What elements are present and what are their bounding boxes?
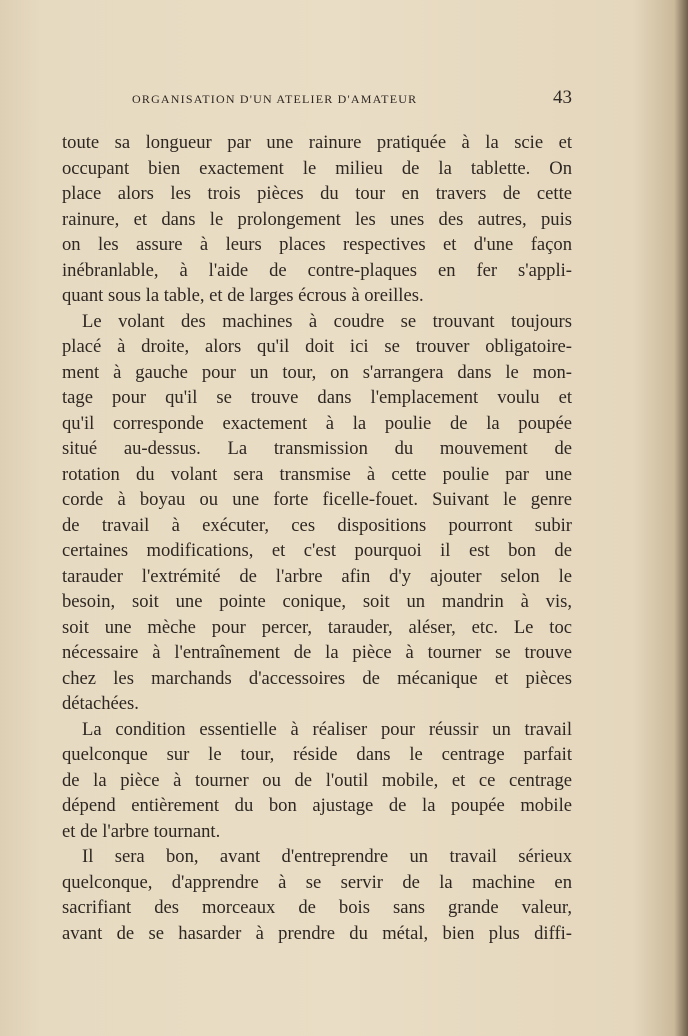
text-line: quelconque sur le tour, réside dans le centrage parfait xyxy=(62,744,572,765)
text-line: sacrifiant des morceaux de bois sans grande valeur, xyxy=(62,897,572,918)
text-line: quelconque, d'apprendre à se servir de la machine en xyxy=(62,871,572,893)
text-line: occupant bien exactement le milieu de la tablette. On xyxy=(62,157,572,179)
page-header xyxy=(62,87,572,112)
text-line: tage pour qu'il se trouve dans l'emplacement voulu et xyxy=(62,387,572,408)
text-line: besoin, soit une pointe conique, soit un mandrin à vis, xyxy=(62,591,572,612)
text-line: soit une mèche pour percer, tarauder, aléser, etc. Le toc xyxy=(62,616,572,638)
page-number: 43 xyxy=(553,87,572,108)
text-line: dépend entièrement du bon ajustage de la poupée mobile xyxy=(62,795,572,816)
text-line: corde à boyau ou une forte ficelle-fouet. Suivant le genre xyxy=(62,489,572,510)
text-line: toute sa longueur par une rainure pratiquée à la scie et xyxy=(62,132,572,153)
text-line: quant sous la table, et de larges écrous à oreilles. xyxy=(62,285,424,306)
text-line: qu'il corresponde exactement à la poulie de la poupée xyxy=(62,412,572,434)
body-text xyxy=(62,130,572,946)
text-line: détachées. xyxy=(62,693,139,714)
text-line: de la pièce à tourner ou de l'outil mobile, et ce centrage xyxy=(62,769,572,791)
text-line: inébranlable, à l'aide de contre-plaques en fer s'appli- xyxy=(62,259,572,281)
running-title: ORGANISATION D'UN ATELIER D'AMATEUR xyxy=(132,92,418,106)
paragraph xyxy=(62,130,572,309)
text-line: chez les marchands d'accessoires de mécanique et pièces xyxy=(62,667,572,689)
text-line: de travail à exécuter, ces dispositions pourront subir xyxy=(62,514,572,536)
text-line: certaines modifications, et c'est pourquoi il est bon de xyxy=(62,540,572,561)
text-line: Il sera bon, avant d'entreprendre un travail sérieux xyxy=(82,846,572,867)
text-line: place alors les trois pièces du tour en travers de cette xyxy=(62,183,572,204)
text-line: ment à gauche pour un tour, on s'arrangera dans le mon- xyxy=(62,361,572,383)
text-line: tarauder l'extrémité de l'arbre afin d'y ajouter selon le xyxy=(62,565,572,587)
text-line: rainure, et dans le prolongement les unes des autres, puis xyxy=(62,208,572,230)
text-line: nécessaire à l'entraînement de la pièce à tourner se trouve xyxy=(62,642,572,663)
text-line: La condition essentielle à réaliser pour réussir un travail xyxy=(82,718,572,740)
text-line: on les assure à leurs places respectives et d'une façon xyxy=(62,234,572,255)
text-line: avant de se hasarder à prendre du métal, bien plus diffi- xyxy=(62,922,572,944)
text-line: rotation du volant sera transmise à cette poulie par une xyxy=(62,463,572,485)
text-line: et de l'arbre tournant. xyxy=(62,820,221,842)
paragraph xyxy=(62,844,572,946)
paragraph xyxy=(62,309,572,717)
text-line: placé à droite, alors qu'il doit ici se trouver obligatoire- xyxy=(62,336,572,357)
text-line: situé au-dessus. La transmission du mouvement de xyxy=(62,438,572,459)
text-line: Le volant des machines à coudre se trouvant toujours xyxy=(82,310,572,332)
paragraph xyxy=(62,717,572,845)
